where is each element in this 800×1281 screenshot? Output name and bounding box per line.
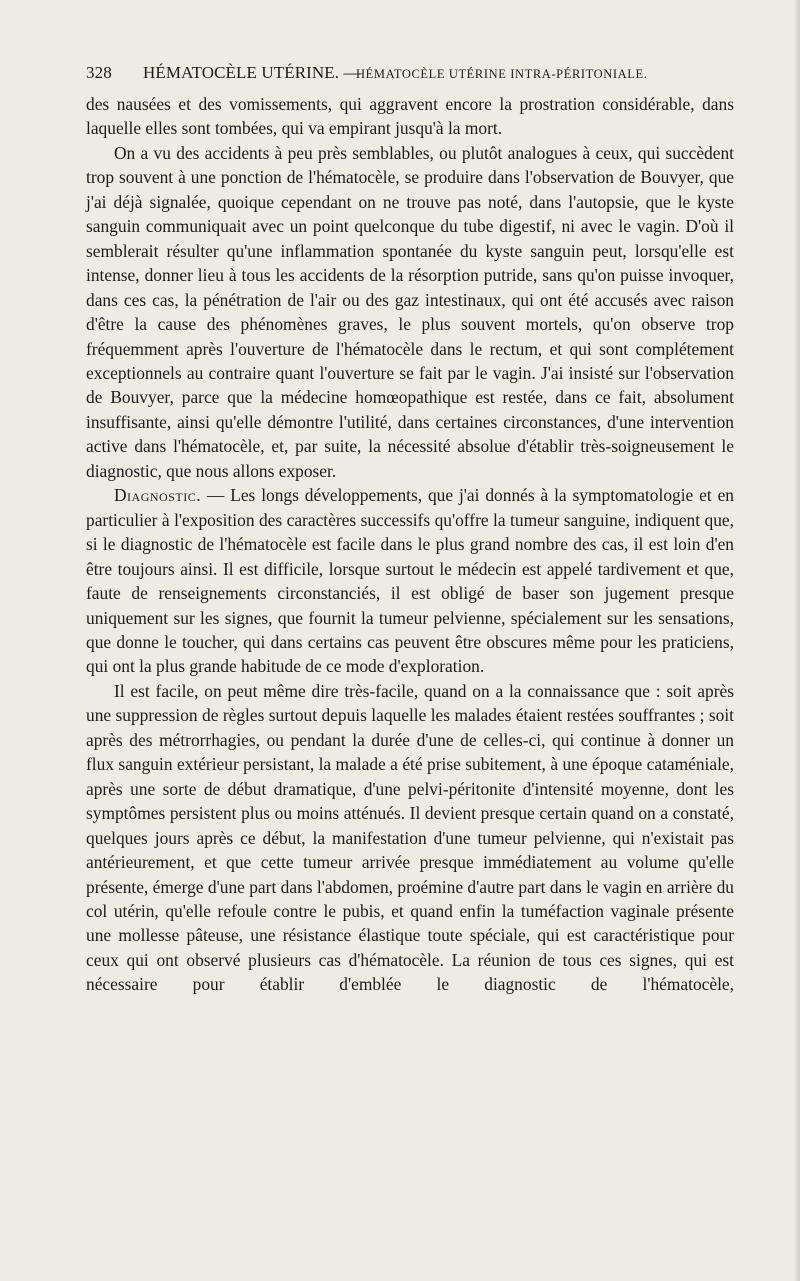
paragraph-diagnostic <box>86 483 734 679</box>
page-number: 328 <box>86 63 112 82</box>
body-text <box>86 92 734 997</box>
running-title: HÉMATOCÈLE UTÉRINE. — <box>143 63 361 82</box>
paper-edge-shadow <box>794 0 800 1281</box>
diagnostic-text: — Les longs développements, que j'ai donnés à la symptomatologie et en particulier à l'exposition des caractères successifs qu'offre la tumeur sanguine, indiquent que, si le diagnostic de l'hématocèle est facile dans le plus grand nombre des cas, il est loin d'en être toujours ainsi. Il est difficile, lorsque surtout le médecin est appelé tardivement et que, faute de renseignements circonstanciés, il est obligé de baser son jugement presque uniquement sur les signes, que fournit la tumeur pelvienne, spécialement sur les sensations, que donne le toucher, qui dans certains cas peuvent être obscures même pour les praticiens, qui ont la plus grande habitude de ce mode d'exploration. <box>86 485 734 677</box>
paragraph-diagnostic-signs: Il est facile, on peut même dire très-facile, quand on a la connaissance que : soit après une suppression de règles surtout depuis laquelle les malades étaient restées souffrantes ; soit après des métrorrhagies, ou pendant la durée d'une de celles-ci, qui continue à donner un flux sanguin extérieur persistant, la malade a été prise subitement, à une époque cataméniale, après une sorte de début dramatique, d'une pelvi-péritonite d'intensité moyenne, dont les symptômes persistent plus ou moins atténués. Il devient presque certain quand on a constaté, quelques jours après ce début, la manifestation d'une tumeur pelvienne, qui n'existait pas antérieurement, et que cette tumeur arrivée presque immédiatement au volume qu'elle présente, émerge d'une part dans l'abdomen, proémine d'autre part dans le vagin en arrière du col utérin, qu'elle refoule contre le pubis, et quand enfin la tuméfaction vaginale présente une mollesse pâteuse, une résistance élastique toute spéciale, qui est caractéristique pour ceux qui ont observé plusieurs cas d'hématocèle. La réunion de tous ces signes, qui est nécessaire pour établir d'emblée le diagnostic de l'hématocèle, <box>86 680 734 995</box>
paragraph-continuation: des nausées et des vomissements, qui aggravent encore la prostration considérable, dans laquelle elles sont tombées, qui va empirant jusqu'à la mort. <box>86 94 734 139</box>
running-head <box>86 58 734 88</box>
section-heading-diagnostic: Diagnostic. <box>114 485 202 506</box>
paragraph-bouvyer-observation: On a vu des accidents à peu près semblables, ou plutôt analogues à ceux, qui succèdent trop souvent à une ponction de l'hématocèle, se produire dans l'observation de Bouvyer, que j'ai déjà signalée, quoique cependant on ne trouve pas noté, dans l'autopsie, que le kyste sanguin communiquait avec un point quelconque du tube digestif, ni avec le vagin. D'où il semblerait résulter qu'une inflammation spontanée du kyste sanguin peut, lorsqu'elle est intense, donner lieu à tous les accidents de la résorption putride, sans qu'on puisse invoquer, dans ces cas, la pénétration de l'air ou des gaz intestinaux, qui ont été accusés avec raison d'être la cause des phénomènes graves, le plus souvent mortels, qu'on observe trop fréquemment après l'ouverture de l'hématocèle dans le rectum, et qui sont complétement exceptionnels au contraire quant l'ouverture se fait par le vagin. J'ai insisté sur l'observation de Bouvyer, parce que la médecine homœopathique est restée, dans ce fait, absolument insuffisante, ainsi qu'elle démontre l'utilité, dans certaines circonstances, d'une intervention active dans l'hématocèle, et, par suite, la nécessité absolue d'établir très-soigneusement le diagnostic, que nous allons exposer. <box>86 142 734 481</box>
book-page <box>86 58 734 997</box>
running-subtitle: HÉMATOCÈLE UTÉRINE INTRA-PÉRITONIALE. <box>356 67 648 81</box>
